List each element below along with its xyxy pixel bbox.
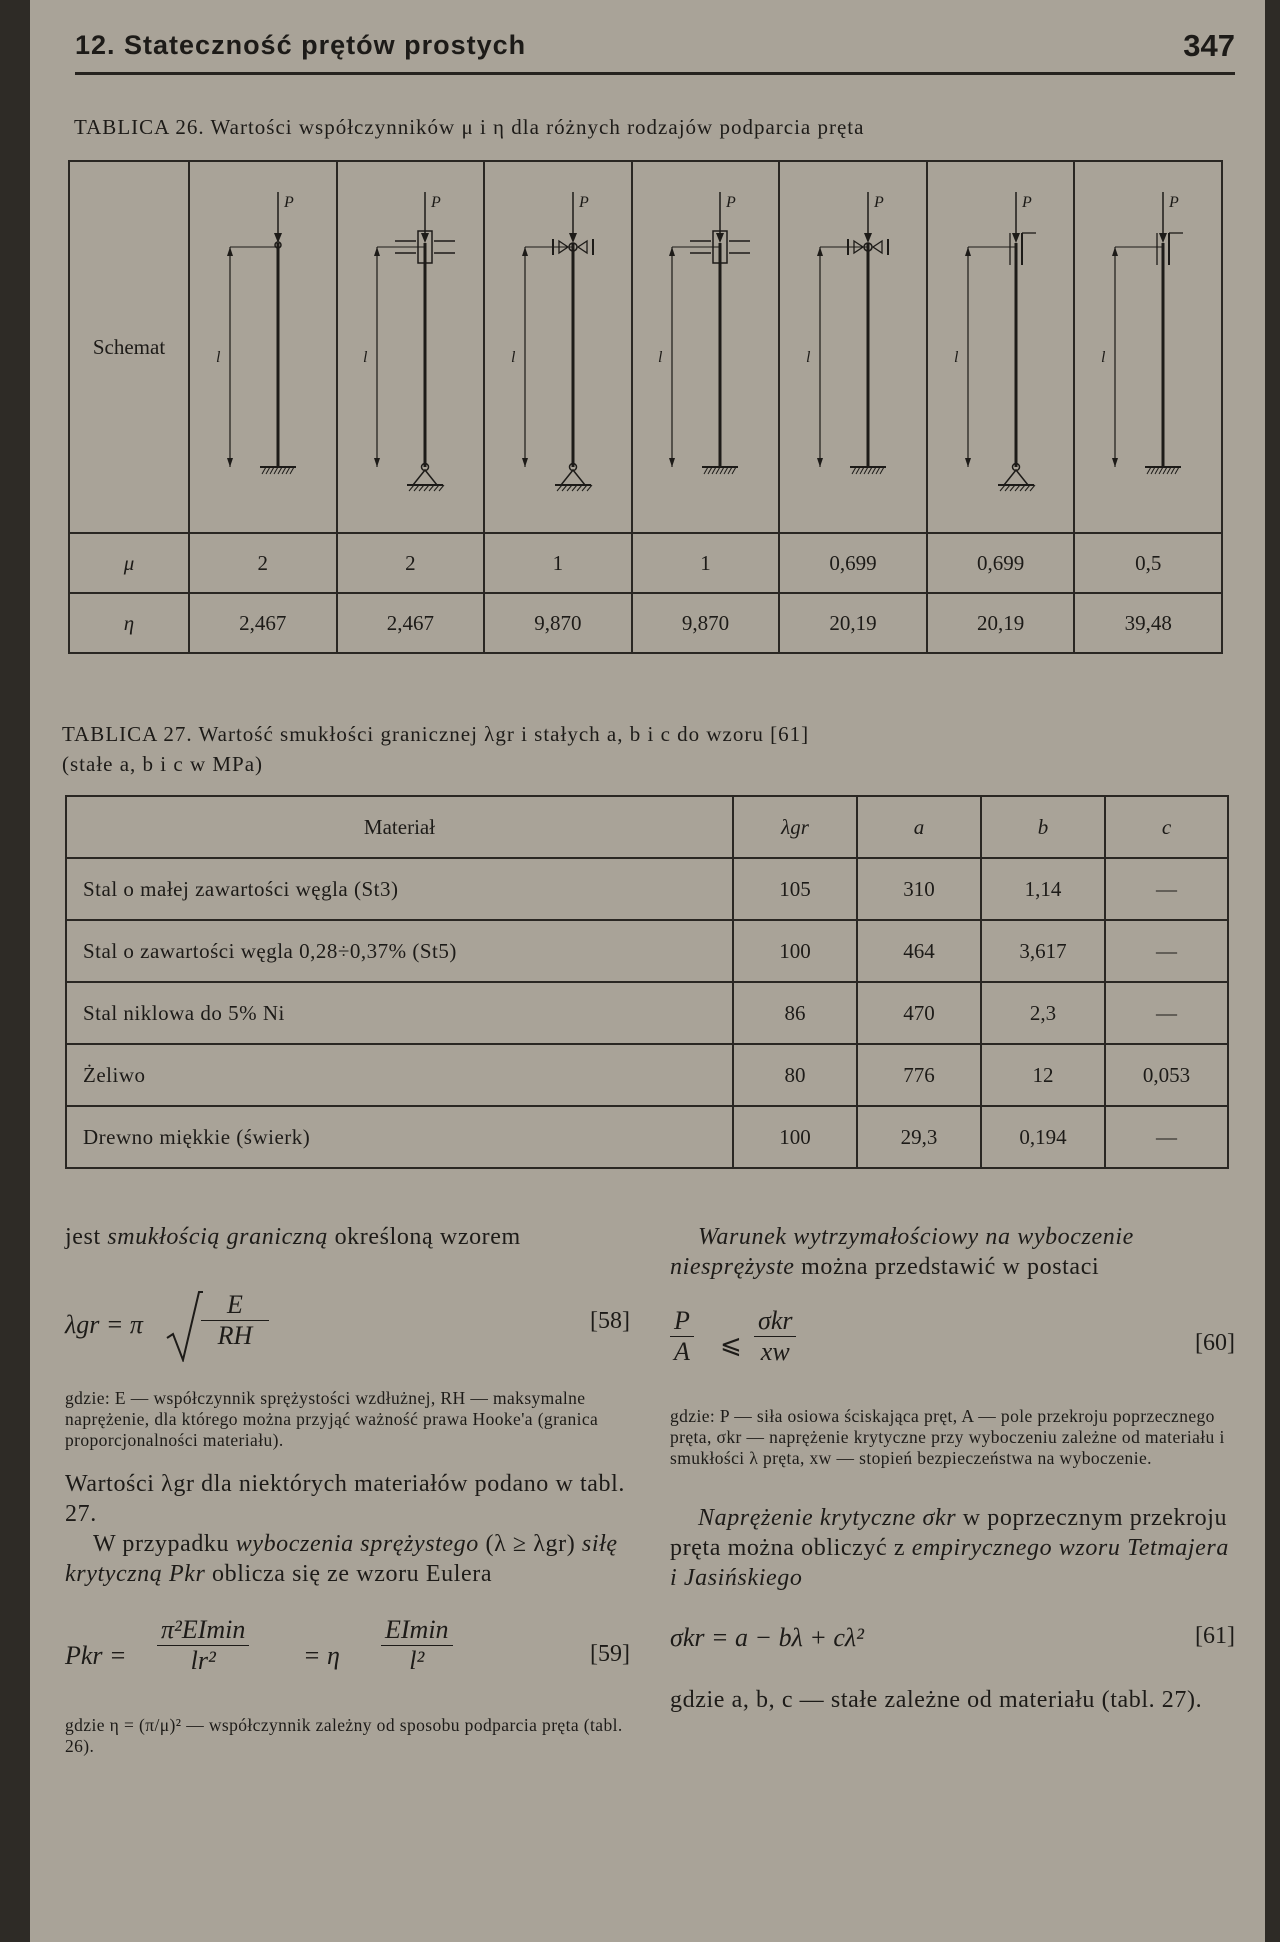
ground-hatch [270, 467, 274, 474]
ground-hatch [880, 467, 884, 474]
dimension-arrowhead [227, 247, 233, 256]
ground-hatch [872, 467, 876, 474]
dimension-arrowhead [817, 458, 823, 467]
eta-value: 9,870 [632, 593, 780, 653]
dimension-arrowhead [522, 247, 528, 256]
ground-hatch [266, 467, 270, 474]
row-label-schema: Schemat [69, 161, 189, 533]
length-label: l [363, 349, 368, 366]
equation-number: [60] [1195, 1330, 1235, 1356]
equation-number: [58] [590, 1308, 630, 1334]
ground-hatch [704, 467, 708, 474]
length-label: l [215, 349, 221, 366]
ground-hatch [868, 467, 872, 474]
eta-value: 20,19 [779, 593, 927, 653]
formula-60 [670, 1306, 1235, 1390]
ground-hatch [1175, 467, 1179, 474]
load-arrowhead [1012, 233, 1020, 243]
c-value: — [1105, 920, 1228, 982]
paragraph: gdzie a, b, c — stałe zależne od materiału (tabl. 27). [670, 1687, 1203, 1713]
table26-caption: TABLICA 26. Wartości współczynników μ i η dla różnych rodzajów podparcia pręta [74, 115, 865, 139]
table27-caption: TABLICA 27. Wartość smukłości granicznej λgr i stałych a, b i c do wzoru [61] [62, 722, 810, 746]
header-b: b [981, 796, 1105, 858]
pin-support-icon [413, 470, 437, 485]
lambda-gr-value: 86 [733, 982, 857, 1044]
row-label-mu: μ [69, 533, 189, 593]
dimension-arrowhead [669, 458, 675, 467]
material-name: Stal niklowa do 5% Ni [66, 982, 733, 1044]
load-arrowhead [716, 233, 724, 243]
load-label: P [1169, 194, 1179, 211]
paragraph: jest smukłością graniczną określoną wzorem [65, 1224, 521, 1250]
formula-body: σkr = a − bλ + cλ² [670, 1623, 864, 1652]
ground-hatch [282, 467, 286, 474]
row-label-eta: η [69, 593, 189, 653]
support-diagram [1074, 161, 1222, 533]
pin-support-icon [561, 470, 585, 485]
ground-hatch [712, 467, 716, 474]
paragraph: Warunek wytrzymałościowy na wyboczenie niesprężyste można przedstawić w postaci [670, 1224, 1134, 1280]
ground-hatch [262, 467, 266, 474]
support-diagram [632, 161, 780, 533]
load-arrowhead [1159, 233, 1167, 243]
lambda-gr-value: 100 [733, 920, 857, 982]
length-label: l [510, 349, 516, 366]
table-26 [68, 160, 1223, 654]
dimension-arrowhead [1112, 458, 1118, 467]
chapter-title: 12. Stateczność prętów prostych [75, 30, 527, 60]
table-row [66, 858, 1228, 920]
length-label: l [1101, 349, 1106, 366]
eta-value: 20,19 [927, 593, 1075, 653]
dimension-arrowhead [227, 458, 233, 467]
load-label: P [726, 194, 737, 211]
mu-value: 0,699 [779, 533, 927, 593]
table27-caption-units: (stałe a, b i c w MPa) [62, 752, 264, 776]
sqrt-sign-icon [163, 1290, 203, 1362]
load-arrowhead [864, 233, 872, 243]
ground-hatch [852, 467, 856, 474]
top-roller-icon [578, 241, 587, 253]
top-roller-icon [873, 241, 882, 253]
book-page [30, 0, 1265, 1942]
lambda-gr-value: 105 [733, 858, 857, 920]
fraction: $\frac{P}{A}$ [670, 1306, 694, 1367]
table-row [66, 1106, 1228, 1168]
note-60: gdzie: P — siła osiowa ściskająca pręt, A — pole przekroju poprzecznego pręta, σkr — naprężenie krytyczne przy wyboczeniu zależne od materiału i smukłości λ pręta, xw — stopień bezpieczeństwa na wyboczenie. [670, 1406, 1225, 1468]
left-column [65, 1222, 630, 1757]
b-value: 12 [981, 1044, 1105, 1106]
ground-hatch [860, 467, 864, 474]
ground-hatch [728, 467, 732, 474]
eta-value: 9,870 [484, 593, 632, 653]
ground-hatch [716, 467, 720, 474]
equation-number: [59] [590, 1641, 630, 1667]
formula-59 [65, 1615, 630, 1701]
note-58: gdzie: E — współczynnik sprężystości wzdłużnej, RH — maksymalne naprężenie, dla którego można przyjąć ważność prawa Hooke'a (granica proporcjonalności materiału). [65, 1388, 599, 1450]
formula-lhs: λgr = π [65, 1310, 143, 1339]
mu-value: 0,5 [1074, 533, 1222, 593]
material-name: Żeliwo [66, 1044, 733, 1106]
right-column [670, 1222, 1235, 1715]
length-label: l [806, 349, 811, 366]
fraction: EImin l² [381, 1615, 453, 1676]
formula-61 [670, 1615, 1235, 1667]
table-row [66, 920, 1228, 982]
ground-hatch [1155, 467, 1159, 474]
ground-hatch [278, 467, 282, 474]
dimension-arrowhead [965, 458, 971, 467]
mu-value: 2 [189, 533, 337, 593]
b-value: 3,617 [981, 920, 1105, 982]
c-value: — [1105, 858, 1228, 920]
load-label: P [1021, 194, 1032, 211]
load-label: P [578, 194, 589, 211]
load-arrowhead [569, 233, 577, 243]
relation-sign: ⩽ [720, 1330, 742, 1359]
ground-hatch [732, 467, 736, 474]
formula-middle: = η [303, 1641, 340, 1670]
ground-hatch [1167, 467, 1171, 474]
table-row [66, 982, 1228, 1044]
load-arrowhead [421, 233, 429, 243]
dimension-arrowhead [1112, 247, 1118, 256]
header-material: Materiał [66, 796, 733, 858]
c-value: — [1105, 1106, 1228, 1168]
length-label: l [953, 349, 959, 366]
eta-value: 2,467 [189, 593, 337, 653]
eta-value: 2,467 [337, 593, 485, 653]
eta-value: 39,48 [1074, 593, 1222, 653]
support-diagram [779, 161, 927, 533]
b-value: 2,3 [981, 982, 1105, 1044]
support-diagram [927, 161, 1075, 533]
mu-value: 1 [484, 533, 632, 593]
a-value: 464 [857, 920, 981, 982]
formula-58 [65, 1290, 630, 1370]
dimension-arrowhead [669, 247, 675, 256]
formula-lhs: Pkr = [65, 1641, 127, 1670]
a-value: 29,3 [857, 1106, 981, 1168]
load-label: P [874, 194, 884, 211]
dimension-arrowhead [522, 458, 528, 467]
dimension-arrowhead [817, 247, 823, 256]
material-name: Stal o małej zawartości węgla (St3) [66, 858, 733, 920]
length-label: l [658, 349, 663, 366]
c-value: — [1105, 982, 1228, 1044]
mu-value: 2 [337, 533, 485, 593]
ground-hatch [286, 467, 290, 474]
ground-hatch [1147, 467, 1151, 474]
load-label: P [431, 194, 442, 211]
ground-hatch [708, 467, 712, 474]
c-value: 0,053 [1105, 1044, 1228, 1106]
lambda-gr-value: 80 [733, 1044, 857, 1106]
lambda-gr-value: 100 [733, 1106, 857, 1168]
ground-hatch [1171, 467, 1175, 474]
ground-hatch [864, 467, 868, 474]
ground-hatch [720, 467, 724, 474]
ground-hatch [1151, 467, 1155, 474]
header-lambda-gr: λgr [733, 796, 857, 858]
ground-hatch [724, 467, 728, 474]
load-label: P [283, 194, 294, 211]
material-name: Drewno miękkie (świerk) [66, 1106, 733, 1168]
fraction: $\frac{E}{RH}$ [201, 1290, 269, 1351]
paragraph: Naprężenie krytyczne σkr w poprzecznym przekroju pręta można obliczyć z empirycznego wzoru Tetmajera i Jasińskiego [670, 1505, 1229, 1591]
header-a: a [857, 796, 981, 858]
mu-value: 1 [632, 533, 780, 593]
pin-support-icon [1004, 470, 1028, 485]
dimension-arrowhead [374, 458, 380, 467]
fraction: π²EImin lr² [157, 1615, 249, 1676]
dimension-arrowhead [965, 247, 971, 256]
dimension-arrowhead [374, 247, 380, 256]
ground-hatch [290, 467, 294, 474]
a-value: 776 [857, 1044, 981, 1106]
equation-number: [61] [1195, 1623, 1235, 1649]
support-diagram [189, 161, 337, 533]
paragraph: Wartości λgr dla niektórych materiałów podano w tabl. 27. [65, 1471, 626, 1527]
ground-hatch [1163, 467, 1167, 474]
ground-hatch [274, 467, 278, 474]
running-head [75, 28, 1235, 75]
a-value: 310 [857, 858, 981, 920]
paragraph: W przypadku wyboczenia sprężystego (λ ≥ λgr) siłę krytyczną Pkr oblicza się ze wzoru Eulera [65, 1531, 618, 1587]
note-59: gdzie η = (π/μ)² — współczynnik zależny od sposobu podparcia pręta (tabl. 26). [65, 1715, 623, 1756]
ground-hatch [876, 467, 880, 474]
ground-hatch [856, 467, 860, 474]
table-row [66, 1044, 1228, 1106]
support-diagram [484, 161, 632, 533]
table-27 [65, 795, 1229, 1169]
a-value: 470 [857, 982, 981, 1044]
ground-hatch [1159, 467, 1163, 474]
header-c: c [1105, 796, 1228, 858]
material-name: Stal o zawartości węgla 0,28÷0,37% (St5) [66, 920, 733, 982]
b-value: 0,194 [981, 1106, 1105, 1168]
fraction: σkr xw [754, 1306, 796, 1367]
support-diagram [337, 161, 485, 533]
mu-value: 0,699 [927, 533, 1075, 593]
b-value: 1,14 [981, 858, 1105, 920]
page-number: 347 [1183, 28, 1235, 63]
